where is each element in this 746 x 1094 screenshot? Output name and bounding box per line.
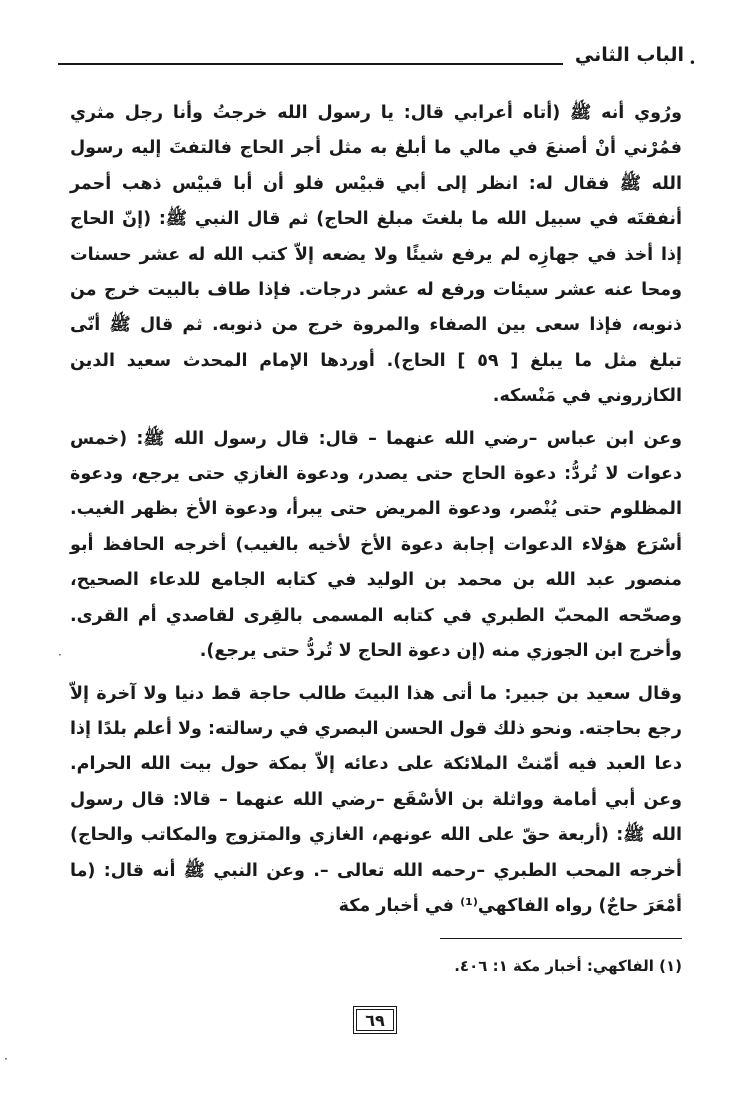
stray-mark: · — [58, 648, 62, 662]
paragraph-2: وعن ابن عباس –رضي الله عنهما – قال: قال رسول الله ﷺ: (خمس دعوات لا تُردُّ: دعوة الحاج حتى يصدر، ودعوة الغازي حتى يرجع، ودعوة المظلوم حتى يُنْصر، ودعوة المريض حتى يبرأ، ودعوة الأخ بظهر الغيب. أسْرَع هؤلاء الدعوات إجابة دعوة الأخ لأخيه بالغيب) أخرجه الحافظ أبو منصور عبد الله بن محمد بن الوليد في كتابه الجامع للدعاء الصحيح، وصحّحه المحبّ الطبري في كتابه المسمى بالقِرى لقاصدي أم القرى. وأخرج ابن الجوزي منه (إن دعوة الحاج لا تُردُّ حتى يرجع). — [70, 428, 682, 662]
stray-mark: · — [4, 1052, 8, 1066]
header-rule — [58, 63, 563, 65]
paragraph-1: ورُوي أنه ﷺ (أتاه أعرابي قال: يا رسول الله خرجتُ وأنا رجل مثري فمُرْني أنْ أصنعَ في مالي ما أبلغ به مثل أجر الحاج فالتفتَ إليه رسول الله ﷺ فقال له: انظر إلى أبي قبيْس فلو أن أبا قبيْس ذهب أحمر أنفقتَه في سبيل الله ما بلغتَ مبلغ الحاج) ثم قال النبي ﷺ: (إنّ الحاج إذا أخذ في جهازِه لم يرفع شيئًا ولا يضعه إلاّ كتب الله له عشر حسنات ومحا عنه عشر سيئات ورفع له عشر درجات. فإذا طاف بالبيت خرج من ذنوبه، فإذا سعى بين الصفاء والمروة خرج من ذنوبه. ثم قال ﷺ أنّى تبلغ مثل ما يبلغ [ ٥٩ ] الحاج). أوردها الإمام المحدث سعيد الدين الكازروني في مَنْسكه. — [70, 103, 682, 407]
footnote-1: (١) الفاكهي: أخبار مكة ١: ٤٠٦. — [454, 957, 682, 975]
footnote-separator — [440, 938, 682, 939]
page-number: ٦٩ — [365, 1010, 385, 1030]
header-dot: • — [688, 56, 696, 70]
running-header — [58, 42, 696, 82]
paragraph-3: وقال سعيد بن جبير: ما أتى هذا البيتَ طالب حاجة قط دنيا ولا آخرة إلاّ رجع بحاجته. ونحو ذلك قول الحسن البصري في رسالته: ولا أعلم بلدًا إذا دعا العبد فيه أمّنتْ الملائكة على دعائه إلاّ بمكة حول بيت الله الحرام. وعن أبي أمامة وواثلة بن الأسْقَع –رضي الله عنهما – قالا: قال رسول الله ﷺ: (أربعة حقّ على الله عونهم، الغازي والمتزوج والمكاتب والحاج) أخرجه المحب الطبري –رحمه الله تعالى –. وعن النبي ﷺ أنه قال: (ما أمْعَرَ حاجٌ) رواه الفاكهي⁽¹⁾ في أخبار مكة — [70, 683, 682, 916]
main-text — [70, 96, 682, 924]
page-number-box — [353, 1006, 397, 1034]
chapter-title: الباب الثاني — [574, 44, 684, 66]
